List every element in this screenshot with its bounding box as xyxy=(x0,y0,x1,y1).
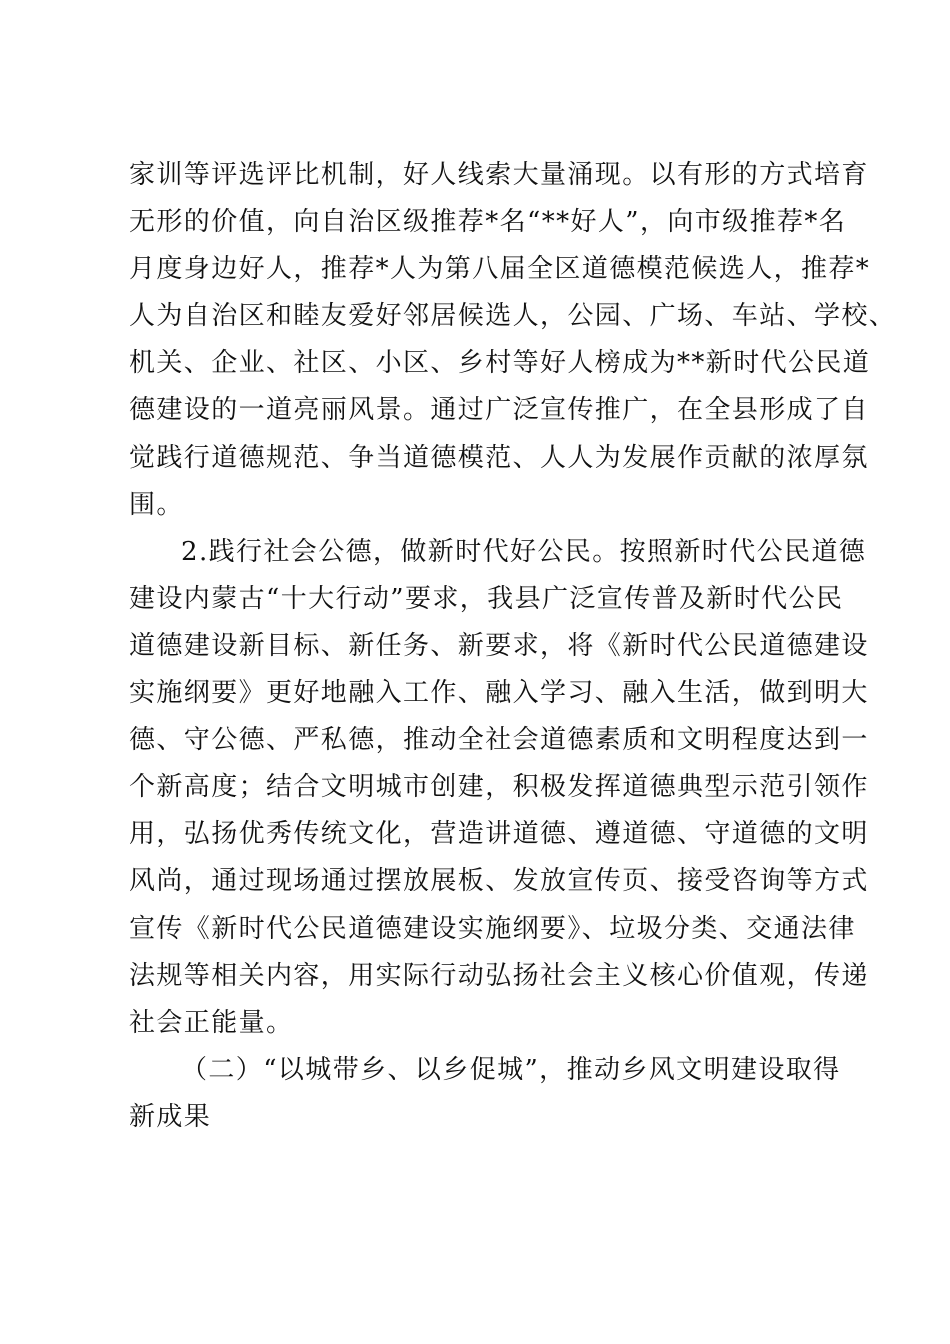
paragraph-line: 个新高度；结合文明城市创建，积极发挥道德典型示范引领作 xyxy=(129,772,869,803)
paragraph-line: 风尚，通过现场通过摆放展板、发放宣传页、接受咨询等方式 xyxy=(129,866,869,897)
section-heading: （二）“以城带乡、以乡促城”，推动乡风文明建设取得 xyxy=(181,1054,841,1085)
paragraph-line: 无形的价值，向自治区级推荐*名“**好人”，向市级推荐*名 xyxy=(129,207,847,238)
paragraph-line: 觉践行道德规范、争当道德模范、人人为发展作贡献的浓厚氛 xyxy=(129,442,869,473)
body-text xyxy=(129,152,897,1141)
paragraph-line: 机关、企业、社区、小区、乡村等好人榜成为**新时代公民道 xyxy=(129,348,871,379)
paragraph-line: 围。 xyxy=(129,489,184,520)
paragraph-line: 月度身边好人，推荐*人为第八届全区道德模范候选人，推荐* xyxy=(129,254,871,285)
paragraph-line: 社会正能量。 xyxy=(129,1007,294,1038)
paragraph-line-first: 2.践行社会公德，做新时代好公民。按照新时代公民道德 xyxy=(181,536,867,567)
paragraph-line: 德建设的一道亮丽风景。通过广泛宣传推广，在全县形成了自 xyxy=(129,395,869,426)
paragraph-line: 宣传《新时代公民道德建设实施纲要》、垃圾分类、交通法律 xyxy=(129,913,856,944)
paragraph-line: 道德建设新目标、新任务、新要求，将《新时代公民道德建设 xyxy=(129,630,869,661)
paragraph-line: 家训等评选评比机制，好人线索大量涌现。以有形的方式培育 xyxy=(129,160,869,190)
paragraph-line: 德、守公德、严私德，推动全社会道德素质和文明程度达到一 xyxy=(129,725,869,756)
section-heading-continued: 新成果 xyxy=(129,1101,212,1132)
paragraph-line: 用，弘扬优秀传统文化，营造讲道德、遵道德、守道德的文明 xyxy=(129,819,869,850)
paragraph-line: 实施纲要》更好地融入工作、融入学习、融入生活，做到明大 xyxy=(129,678,869,709)
paragraph-line: 法规等相关内容，用实际行动弘扬社会主义核心价值观，传递 xyxy=(129,960,869,991)
paragraph-line: 人为自治区和睦友爱好邻居候选人，公园、广场、车站、学校、 xyxy=(129,301,897,332)
paragraph-line: 建设内蒙古“十大行动”要求，我县广泛宣传普及新时代公民 xyxy=(129,583,844,614)
